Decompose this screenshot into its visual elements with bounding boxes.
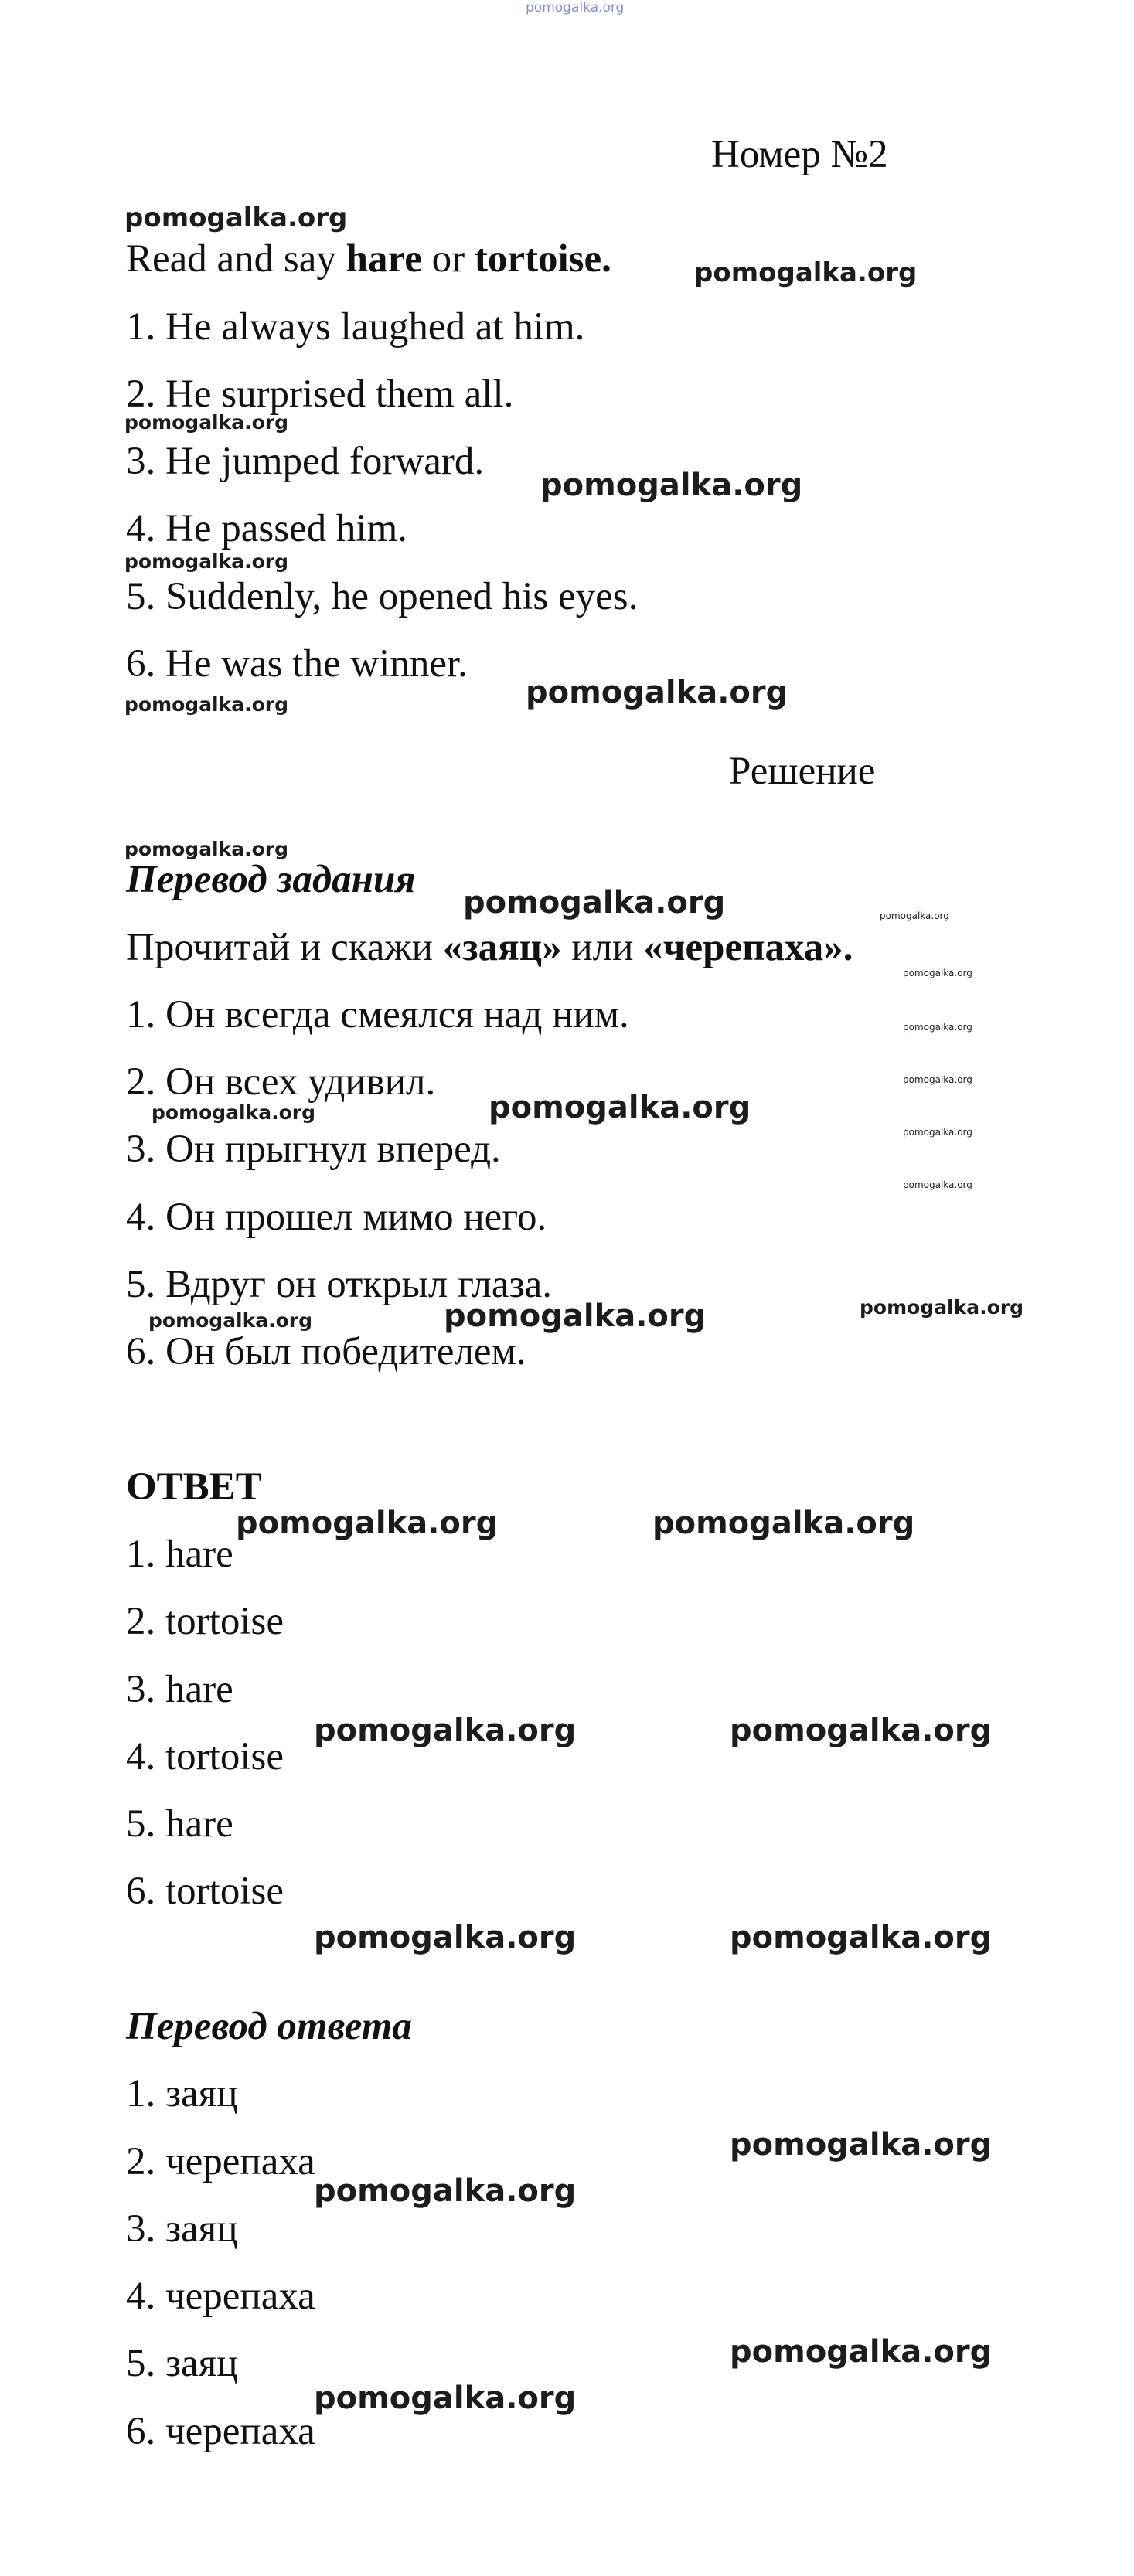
watermark: pomogalka.org [903, 1022, 972, 1033]
answer-translation-item: 1. заяц [126, 2072, 238, 2115]
task-item: 6. He was the winner. [126, 642, 468, 686]
watermark: pomogalka.org [152, 1101, 316, 1124]
number-title: Номер №2 [711, 133, 888, 176]
answer-item: 4. tortoise [126, 1735, 284, 1778]
answer-translation-item: 3. заяц [126, 2207, 238, 2251]
watermark: pomogalka.org [314, 2173, 577, 2209]
solution-title: Решение [729, 750, 876, 793]
watermark: pomogalka.org [124, 693, 289, 716]
translation-instruction-prefix: Прочитай и скажи [126, 926, 443, 969]
translation-item: 1. Он всегда смеялся над ним. [126, 993, 629, 1036]
watermark: pomogalka.org [463, 885, 726, 920]
translation-item: 5. Вдруг он открыл глаза. [126, 1263, 553, 1306]
translation-title: Перевод задания [126, 858, 416, 901]
watermark: pomogalka.org [540, 468, 803, 503]
answer-translation-item: 2. черепаха [126, 2140, 315, 2183]
watermark: pomogalka.org [314, 1920, 577, 1955]
watermark: pomogalka.org [903, 1179, 972, 1190]
task-item: 5. Suddenly, he opened his eyes. [126, 575, 639, 618]
top-site-link[interactable]: pomogalka.org [526, 0, 625, 15]
watermark: pomogalka.org [903, 1074, 972, 1085]
translation-item: 3. Он прыгнул вперед. [126, 1128, 501, 1171]
task-item: 2. He surprised them all. [126, 373, 514, 416]
watermark: pomogalka.org [444, 1298, 707, 1334]
task-option-tortoise: tortoise [474, 237, 602, 281]
watermark: pomogalka.org [124, 550, 289, 573]
watermark: pomogalka.org [124, 202, 348, 233]
translation-item: 2. Он всех удивил. [126, 1060, 436, 1104]
task-instruction-period: . [601, 237, 611, 281]
translation-instruction [126, 924, 853, 971]
watermark: pomogalka.org [124, 411, 289, 434]
watermark: pomogalka.org [694, 257, 918, 288]
answer-title: ОТВЕТ [126, 1465, 262, 1509]
answer-translation-title: Перевод ответа [126, 2005, 412, 2048]
answer-item: 1. hare [126, 1533, 233, 1576]
answer-item: 5. hare [126, 1802, 233, 1846]
watermark: pomogalka.org [489, 1090, 751, 1125]
task-item: 4. He passed him. [126, 507, 408, 550]
translation-option-hare: «заяц» [442, 926, 562, 969]
task-instruction-or: or [421, 237, 475, 281]
answer-item: 3. hare [126, 1668, 233, 1711]
watermark: pomogalka.org [880, 910, 949, 921]
watermark: pomogalka.org [652, 1506, 915, 1541]
answer-item: 2. tortoise [126, 1600, 284, 1643]
watermark: pomogalka.org [314, 1713, 577, 1748]
translation-option-tortoise: «черепаха». [643, 926, 853, 969]
watermark: pomogalka.org [860, 1296, 1024, 1319]
answer-translation-item: 6. черепаха [126, 2410, 315, 2453]
watermark: pomogalka.org [236, 1506, 499, 1541]
watermark: pomogalka.org [730, 2334, 993, 2370]
watermark: pomogalka.org [903, 1127, 972, 1138]
task-option-hare: hare [346, 237, 422, 281]
task-item: 3. He jumped forward. [126, 440, 485, 483]
translation-instruction-or: или [561, 926, 644, 969]
watermark: pomogalka.org [314, 2380, 577, 2416]
answer-translation-item: 4. черепаха [126, 2275, 315, 2318]
watermark: pomogalka.org [124, 838, 289, 860]
watermark: pomogalka.org [730, 1713, 993, 1748]
watermark: pomogalka.org [526, 675, 788, 710]
task-item: 1. He always laughed at him. [126, 305, 585, 349]
watermark: pomogalka.org [148, 1309, 313, 1332]
answer-translation-item: 5. заяц [126, 2342, 238, 2385]
translation-item: 6. Он был победителем. [126, 1330, 526, 1373]
translation-item: 4. Он прошел мимо него. [126, 1196, 547, 1239]
watermark: pomogalka.org [903, 968, 972, 978]
task-instruction-prefix: Read and say [126, 237, 346, 281]
watermark: pomogalka.org [730, 2127, 993, 2163]
task-instruction [126, 236, 611, 282]
watermark: pomogalka.org [730, 1920, 993, 1955]
answer-item: 6. tortoise [126, 1870, 284, 1913]
